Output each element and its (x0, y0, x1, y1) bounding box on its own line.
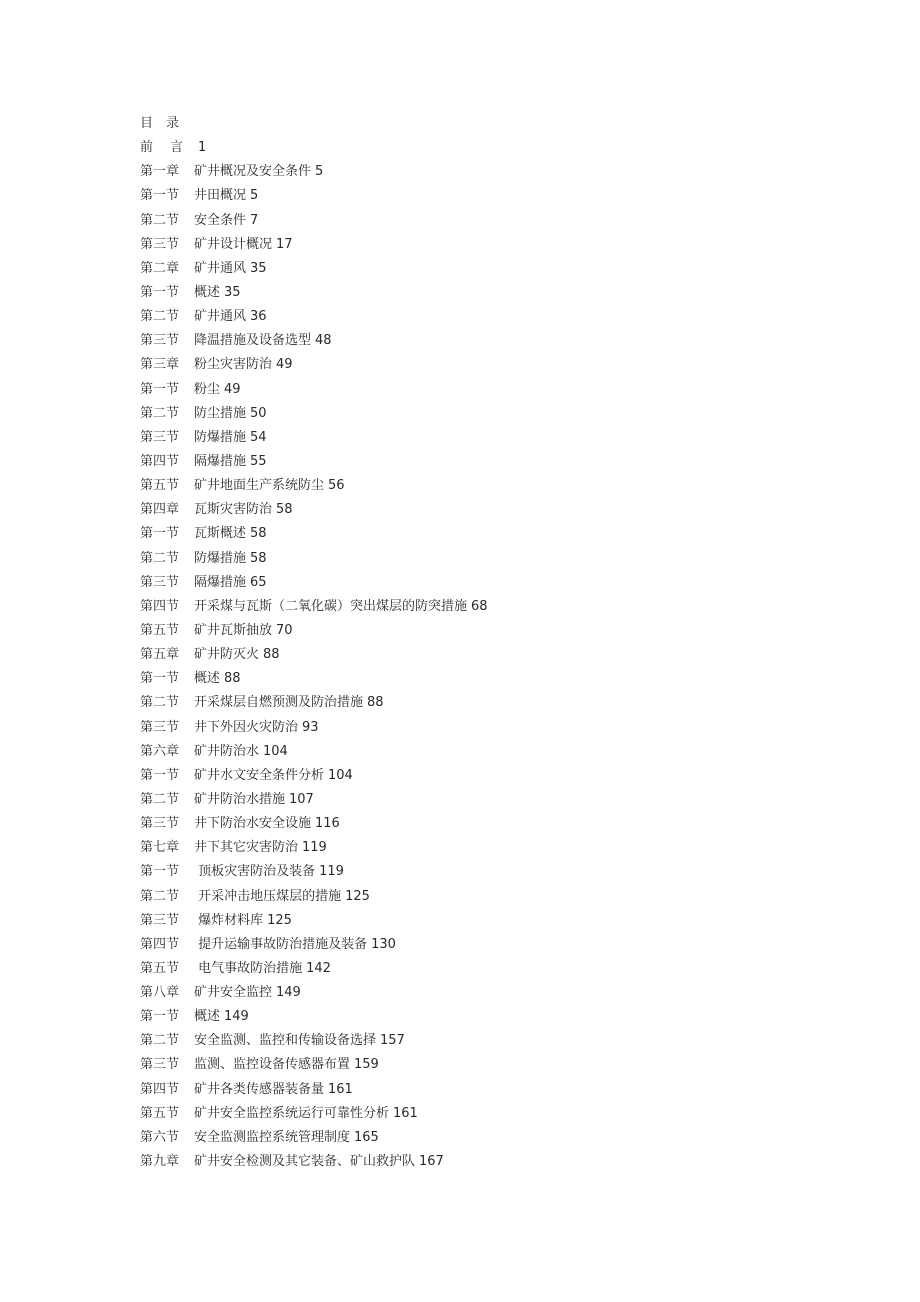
toc-entry (140, 136, 840, 160)
toc-entry-label: 第一节 (140, 188, 180, 204)
toc-entry-label: 第三节 (140, 236, 180, 252)
toc-entry-text: 矿井安全监控系统运行可靠性分析 (194, 1105, 390, 1121)
toc-entry-page-number: 93 (302, 719, 319, 735)
toc-entry-text: 矿井概况及安全条件 (194, 164, 312, 180)
toc-entry-label: 第七章 (140, 840, 180, 856)
toc-entry-text: 粉尘灾害防治 (194, 357, 273, 373)
toc-entry-page-number: 1 (198, 140, 207, 156)
toc-entry-page-number: 49 (224, 381, 241, 397)
toc-entry-text: 开采冲击地压煤层的措施 (194, 888, 342, 904)
toc-entry-text: 矿井地面生产系统防尘 (194, 478, 325, 494)
toc-entry-text: 矿井通风 (194, 260, 247, 276)
toc-entry (140, 836, 840, 860)
toc-entry-text: 矿井各类传感器装备量 (194, 1081, 325, 1097)
toc-entry-label: 第二节 (140, 695, 180, 711)
toc-entry (140, 643, 840, 667)
toc-entry-page-number: 58 (276, 502, 293, 518)
toc-entry-text: 隔爆措施 (194, 453, 247, 469)
toc-entry-label: 第一节 (140, 526, 180, 542)
toc-entry-label: 第五节 (140, 478, 180, 494)
toc-entry-label: 第四节 (140, 598, 180, 614)
toc-entry-page-number: 142 (306, 960, 331, 976)
toc-entry-text: 顶板灾害防治及装备 (194, 864, 316, 880)
toc-entry-page-number: 88 (263, 647, 280, 663)
toc-entry-page-number: 50 (250, 405, 267, 421)
toc-entry-text: 井下其它灾害防治 (194, 840, 299, 856)
toc-entry-page-number: 161 (393, 1105, 418, 1121)
toc-entry-text: 矿井瓦斯抽放 (194, 622, 273, 638)
toc-entry-label: 第一节 (140, 1009, 180, 1025)
toc-entry-page-number: 56 (328, 478, 345, 494)
toc-entry-page-number: 104 (328, 767, 353, 783)
toc-entry (140, 860, 840, 884)
toc-entry-page-number: 35 (224, 284, 241, 300)
toc-entry (140, 450, 840, 474)
toc-entry-page-number: 49 (276, 357, 293, 373)
toc-entry-page-number: 7 (250, 212, 259, 228)
toc-entry-text: 井下外因火灾防治 (194, 719, 299, 735)
toc-entry-label: 第六章 (140, 743, 180, 759)
toc-entry (140, 957, 840, 981)
toc-entry (140, 691, 840, 715)
toc-entry-label: 第一节 (140, 284, 180, 300)
toc-entry (140, 788, 840, 812)
toc-entry (140, 933, 840, 957)
toc-entry-label: 第三节 (140, 912, 180, 928)
toc-entry-page-number: 48 (315, 333, 332, 349)
toc-entry-label: 第六节 (140, 1129, 180, 1145)
toc-entry-label: 第四节 (140, 1081, 180, 1097)
table-of-contents (140, 112, 840, 1174)
toc-entry-label: 第二节 (140, 888, 180, 904)
toc-entry-label: 第二节 (140, 550, 180, 566)
toc-entry-page-number: 88 (224, 671, 241, 687)
toc-entry-page-number: 35 (250, 260, 267, 276)
toc-entry-label: 前 言 (140, 140, 184, 156)
toc-entry (140, 1029, 840, 1053)
toc-entry-label: 第一节 (140, 767, 180, 783)
toc-entry-text: 矿井安全监控 (194, 985, 273, 1001)
toc-entry (140, 353, 840, 377)
toc-entry-page-number: 5 (315, 164, 324, 180)
toc-entry (140, 1126, 840, 1150)
toc-entry-label: 第八章 (140, 985, 180, 1001)
toc-entry-text: 防尘措施 (194, 405, 247, 421)
toc-entry-text: 降温措施及设备选型 (194, 333, 312, 349)
toc-entry (140, 885, 840, 909)
toc-entry-page-number: 17 (276, 236, 293, 252)
toc-entry-text: 矿井设计概况 (194, 236, 273, 252)
toc-entry (140, 909, 840, 933)
toc-entry (140, 764, 840, 788)
toc-entry (140, 716, 840, 740)
toc-entry-page-number: 5 (250, 188, 259, 204)
toc-entry (140, 233, 840, 257)
toc-entry-text: 隔爆措施 (194, 574, 247, 590)
toc-entry-text: 防爆措施 (194, 429, 247, 445)
toc-entry (140, 257, 840, 281)
toc-entry-text: 矿井通风 (194, 309, 247, 325)
toc-entry-label: 第三节 (140, 574, 180, 590)
toc-entry-label: 第五节 (140, 960, 180, 976)
toc-entry-page-number: 149 (276, 985, 301, 1001)
toc-entry-page-number: 161 (328, 1081, 353, 1097)
toc-entry (140, 160, 840, 184)
toc-entry-page-number: 65 (250, 574, 267, 590)
toc-entry (140, 1102, 840, 1126)
toc-entry-text: 矿井防灭火 (194, 647, 260, 663)
toc-entry (140, 305, 840, 329)
toc-entry-text: 开采煤与瓦斯（二氧化碳）突出煤层的防突措施 (194, 598, 468, 614)
toc-entry (140, 1053, 840, 1077)
toc-entry-page-number: 88 (367, 695, 384, 711)
toc-entry-label: 第五章 (140, 647, 180, 663)
toc-title: 目 录 (140, 116, 180, 131)
toc-entry (140, 426, 840, 450)
toc-entry (140, 595, 840, 619)
toc-entry-label: 第四节 (140, 936, 180, 952)
toc-entry (140, 1150, 840, 1174)
toc-entry-text: 提升运输事故防治措施及装备 (194, 936, 368, 952)
toc-entry-label: 第一节 (140, 864, 180, 880)
toc-entry-label: 第三节 (140, 719, 180, 735)
toc-entry (140, 378, 840, 402)
toc-entry-label: 第二节 (140, 791, 180, 807)
toc-entry-label: 第一节 (140, 671, 180, 687)
toc-entry (140, 547, 840, 571)
toc-entry (140, 619, 840, 643)
toc-entry-page-number: 130 (371, 936, 396, 952)
toc-entry-label: 第三节 (140, 429, 180, 445)
toc-entry (140, 281, 840, 305)
toc-entry-label: 第一章 (140, 164, 180, 180)
toc-entry-text: 矿井防治水 (194, 743, 260, 759)
toc-entry-text: 安全监测、监控和传输设备选择 (194, 1033, 377, 1049)
toc-entry-text: 井田概况 (194, 188, 247, 204)
toc-entry-text: 矿井防治水措施 (194, 791, 286, 807)
toc-entry (140, 498, 840, 522)
toc-entry-label: 第二节 (140, 212, 180, 228)
toc-entry-text: 概述 (194, 671, 221, 687)
toc-entry-page-number: 125 (267, 912, 292, 928)
toc-entry-text: 安全条件 (194, 212, 247, 228)
toc-entry (140, 1005, 840, 1029)
toc-entry-label: 第二节 (140, 1033, 180, 1049)
toc-entry-page-number: 55 (250, 453, 267, 469)
toc-entry-label: 第九章 (140, 1154, 180, 1170)
toc-entry (140, 812, 840, 836)
toc-entry-label: 第四节 (140, 453, 180, 469)
toc-entry-label: 第三节 (140, 333, 180, 349)
toc-entry (140, 184, 840, 208)
toc-entry (140, 474, 840, 498)
toc-entry (140, 522, 840, 546)
toc-entry (140, 209, 840, 233)
toc-entry-label: 第二章 (140, 260, 180, 276)
toc-entry-text: 矿井水文安全条件分析 (194, 767, 325, 783)
toc-entry (140, 981, 840, 1005)
toc-entry (140, 329, 840, 353)
toc-entry-label: 第四章 (140, 502, 180, 518)
toc-entry-label: 第一节 (140, 381, 180, 397)
toc-entry (140, 402, 840, 426)
toc-entry-page-number: 107 (289, 791, 314, 807)
toc-entry-page-number: 157 (380, 1033, 405, 1049)
toc-entry-label: 第五节 (140, 622, 180, 638)
toc-entry (140, 571, 840, 595)
toc-entry-page-number: 58 (250, 550, 267, 566)
toc-entry (140, 740, 840, 764)
toc-entry-page-number: 54 (250, 429, 267, 445)
toc-entry-page-number: 119 (319, 864, 344, 880)
toc-entry-text: 瓦斯灾害防治 (194, 502, 273, 518)
toc-entry-text: 井下防治水安全设施 (194, 816, 312, 832)
toc-entry-text: 概述 (194, 1009, 221, 1025)
toc-entry-text: 监测、监控设备传感器布置 (194, 1057, 351, 1073)
toc-entry-label: 第三章 (140, 357, 180, 373)
toc-entry-text: 粉尘 (194, 381, 221, 397)
toc-entry (140, 667, 840, 691)
toc-entry (140, 1078, 840, 1102)
toc-entry-page-number: 68 (471, 598, 488, 614)
toc-entry-page-number: 104 (263, 743, 288, 759)
toc-entry-label: 第二节 (140, 405, 180, 421)
toc-entry-page-number: 36 (250, 309, 267, 325)
toc-entry-label: 第五节 (140, 1105, 180, 1121)
toc-entry-page-number: 58 (250, 526, 267, 542)
toc-entry-text: 瓦斯概述 (194, 526, 247, 542)
toc-entry-list (140, 136, 840, 1174)
toc-entry-label: 第三节 (140, 1057, 180, 1073)
toc-entry-text: 电气事故防治措施 (194, 960, 303, 976)
toc-entry-page-number: 167 (419, 1154, 444, 1170)
toc-entry-label: 第二节 (140, 309, 180, 325)
toc-entry-text: 概述 (194, 284, 221, 300)
toc-entry-label: 第三节 (140, 816, 180, 832)
toc-entry-page-number: 70 (276, 622, 293, 638)
toc-entry-page-number: 165 (354, 1129, 379, 1145)
toc-entry-page-number: 119 (302, 840, 327, 856)
toc-entry-text: 矿井安全检测及其它装备、矿山救护队 (194, 1154, 416, 1170)
toc-entry-page-number: 116 (315, 816, 340, 832)
toc-entry-page-number: 149 (224, 1009, 249, 1025)
toc-entry-text: 安全监测监控系统管理制度 (194, 1129, 351, 1145)
toc-entry-text: 爆炸材料库 (194, 912, 264, 928)
toc-entry-text: 开采煤层自燃预测及防治措施 (194, 695, 364, 711)
toc-entry-text: 防爆措施 (194, 550, 247, 566)
toc-entry-page-number: 125 (345, 888, 370, 904)
toc-entry-page-number: 159 (354, 1057, 379, 1073)
